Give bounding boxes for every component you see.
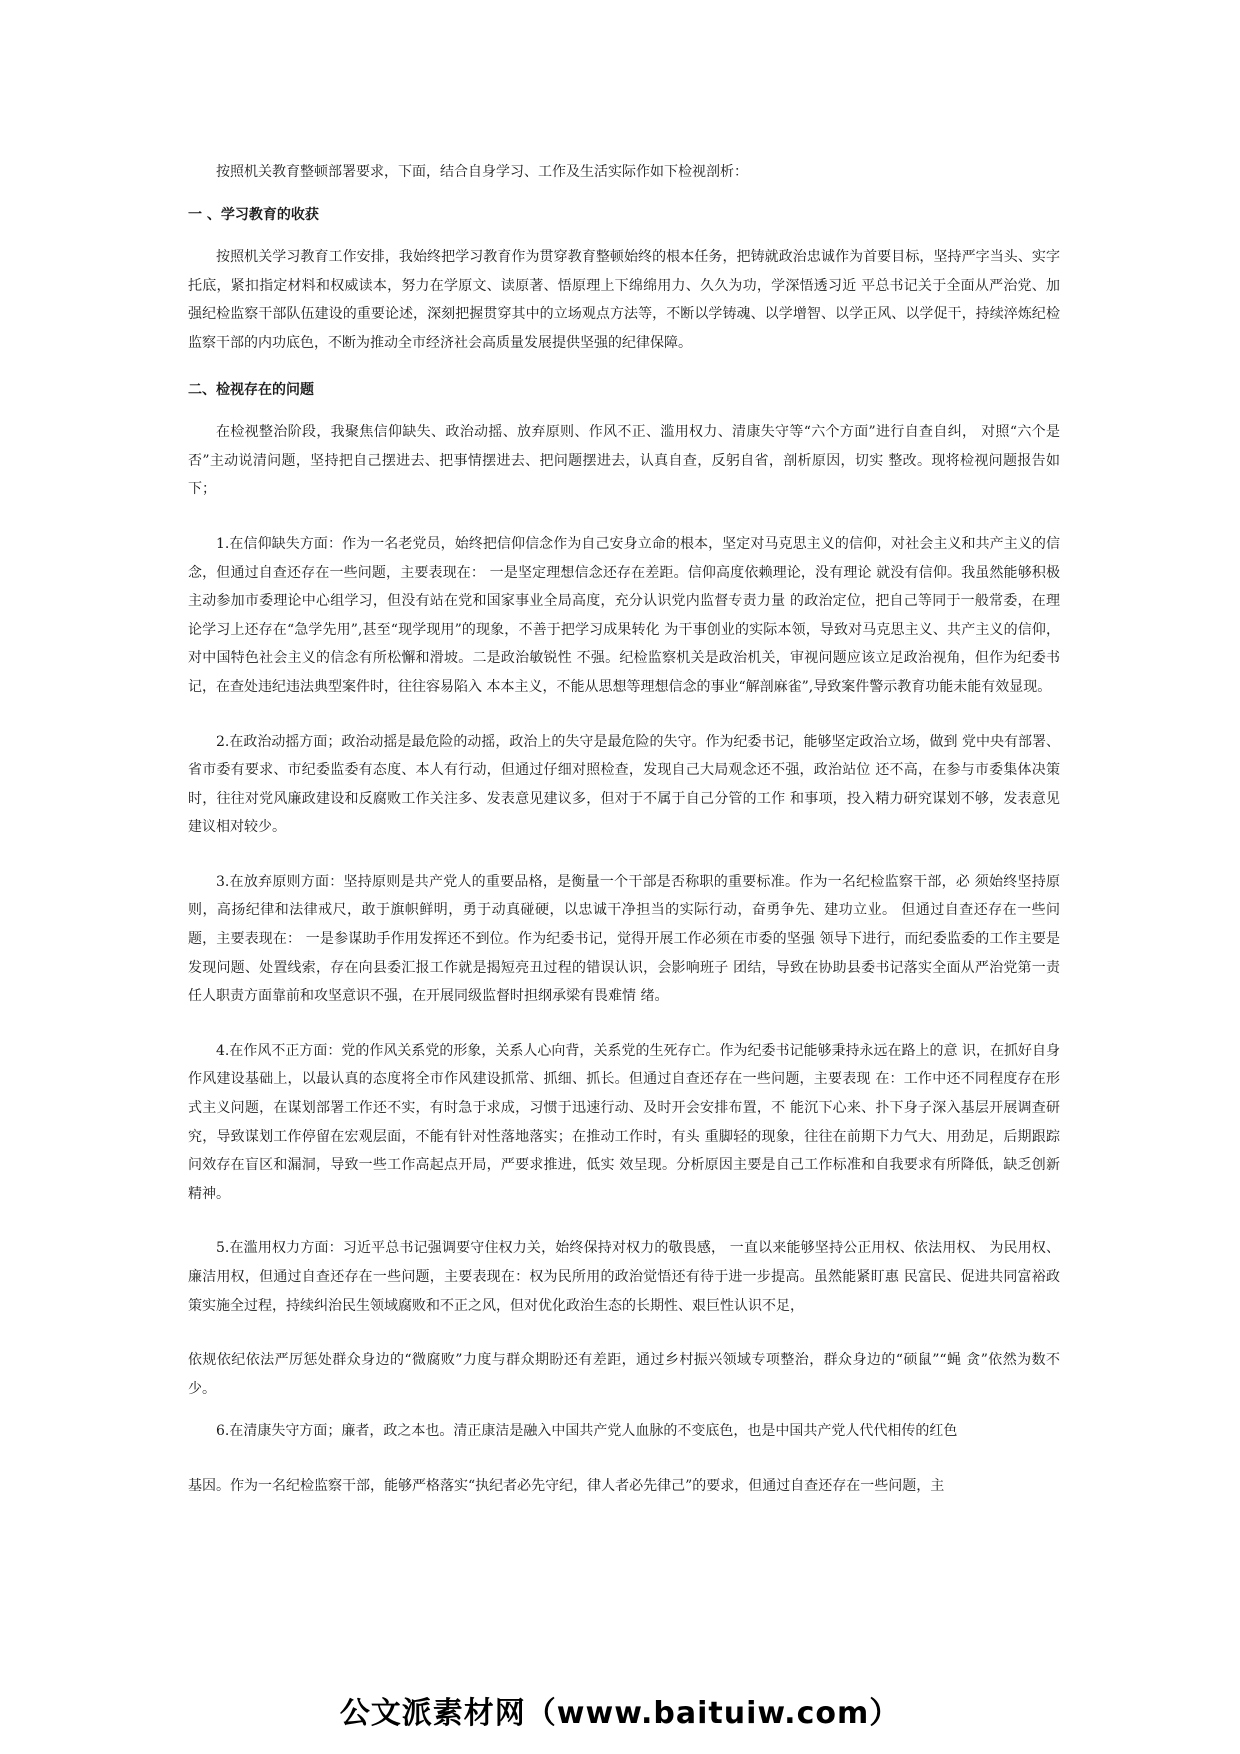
- section-heading-1: 一 、学习教育的收获: [188, 206, 319, 223]
- problem-item-6-continued: 基因。作为一名纪检监察干部，能够严格落实“执纪者必先守纪，律人者必先律己”的要求，但通过自查还存在一些问题，主: [188, 1477, 945, 1494]
- problem-item-2: 2.在政治动摇方面；政治动摇是最危险的动摇，政治上的失守是最危险的失守。作为纪委书记，能够坚定政治立场，做到 党中央有部署、省市委有要求、市纪委监委有态度、本人有行动，但通过仔细对照检查，发现自己大局观念还不强，政治站位 还不高，在参与市委集体决策时，往往对党风廉政建设和反腐败工作关注多、发表意见建议多，但对于不属于自己分管的工作 和事项，投入精力研究谋划不够，发表意见建议相对较少。: [188, 733, 1060, 836]
- problem-item-5-continued: 依规依纪依法严厉惩处群众身边的“微腐败”力度与群众期盼还有差距，通过乡村振兴领域专项整治，群众身边的“硕鼠”“蝇 贪”依然为数不少。: [188, 1352, 1060, 1397]
- problem-item-5: 5.在滥用权力方面：习近平总书记强调要守住权力关，始终保持对权力的敬畏感， 一直以来能够坚持公正用权、依法用权、 为民用权、廉洁用权，但通过自查还存在一些问题，主要表现在：权为民所用的政治觉悟还有待于进一步提高。虽然能紧盯惠 民富民、促进共同富裕政策实施全过程，持续纠治民生领域腐败和不正之风，但对优化政治生态的长期性、艰巨性认识不足，: [188, 1240, 1060, 1314]
- section-heading-2: 二、检视存在的问题: [188, 381, 314, 398]
- problem-item-4: 4.在作风不正方面：党的作风关系党的形象，关系人心向背，关系党的生死存亡。作为纪委书记能够秉持永远在路上的意 识，在抓好自身作风建设基础上，以最认真的态度将全市作风建设抓常、抓细、抓长。但通过自查还存在一些问题，主要表现 在：工作中还不同程度存在形式主义问题，在谋划部署工作还不实，有时急于求成，习惯于迅速行动、及时开会安排布置，不 能沉下心来、扑下身子深入基层开展调查研究，导致谋划工作停留在宏观层面，不能有针对性落地落实；在推动工作时，有头 重脚轻的现象，往往在前期下力气大、用劲足，后期跟踪问效存在盲区和漏洞，导致一些工作高起点开局，严要求推进，低实 效呈现。分析原因主要是自己工作标准和自我要求有所降低，缺乏创新精神。: [188, 1042, 1060, 1202]
- intro-paragraph: 按照机关教育整顿部署要求，下面，结合自身学习、工作及生活实际作如下检视剖析：: [216, 164, 748, 180]
- problem-item-1: 1.在信仰缺失方面：作为一名老党员，始终把信仰信念作为自己安身立命的根本，坚定对马克思主义的信仰，对社会主义和共产主义的信念，但通过自查还存在一些问题，主要表现在： 一是坚定理想信念还存在差距。信仰高度依赖理论，没有理论 就没有信仰。我虽然能够积极主动参加市委理论中心组学习，但没有站在党和国家事业全局高度，充分认识党内监督专责力量 的政治定位，把自己等同于一般常委，在理论学习上还存在“急学先用”,甚至“现学现用”的现象，不善于把学习成果转化 为干事创业的实际本领，导致对马克思主义、共产主义的信仰，对中国特色社会主义的信念有所松懈和滑坡。二是政治敏锐性 不强。纪检监察机关是政治机关，审视问题应该立足政治视角，但作为纪委书记，在查处违纪违法典型案件时，往往容易陷入 本本主义，不能从思想等理想信念的事业“解剖麻雀”,导致案件警示教育功能未能有效显现。: [188, 535, 1060, 695]
- problem-item-6: 6.在清康失守方面；廉者，政之本也。清正康洁是融入中国共产党人血脉的不变底色，也是中国共产党人代代相传的红色: [216, 1423, 958, 1440]
- section2-paragraph: 在检视整治阶段，我聚焦信仰缺失、政治动摇、放弃原则、作风不正、滥用权力、清康失守等“六个方面”进行自查自纠， 对照“六个是否”主动说清问题，坚持把自己摆进去、把事情摆进去、把问题摆进去，认真自查，反躬自省，剖析原因，切实 整改。现将检视问题报告如下；: [188, 424, 1060, 498]
- section1-paragraph: 按照机关学习教育工作安排，我始终把学习教育作为贯穿教育整顿始终的根本任务，把铸就政治忠诚作为首要目标，坚持严字当头、实字托底，紧扣指定材料和权威读本，努力在学原文、读原著、悟原理上下绵绵用力、久久为功，学深悟透习近 平总书记关于全面从严治党、加强纪检监察干部队伍建设的重要论述，深刻把握贯穿其中的立场观点方法等，不断以学铸魂、以学增智、以学正风、以学促干，持续淬炼纪检监察干部的内功底色，不断为推动全市经济社会高质量发展提供坚强的纪律保障。: [188, 249, 1060, 351]
- problem-item-3: 3.在放弃原则方面：坚持原则是共产党人的重要品格，是衡量一个干部是否称职的重要标准。作为一名纪检监察干部，必 须始终坚持原则，高扬纪律和法律戒尺，敢于旗帜鲜明，勇于动真碰硬，以忠诚干净担当的实际行动，奋勇争先、建功立业。 但通过自查还存在一些问题，主要表现在： 一是参谋助手作用发挥还不到位。作为纪委书记，觉得开展工作必须在市委的坚强 领导下进行，而纪委监委的工作主要是发现问题、处置线索，存在向县委汇报工作就是揭短亮丑过程的错误认识，会影响班子 团结，导致在协助县委书记落实全面从严治党第一责任人职责方面靠前和攻坚意识不强，在开展同级监督时担纲承梁有畏难情 绪。: [188, 873, 1060, 1005]
- document-body: [188, 158, 1060, 1501]
- footer-watermark: 公文派素材网（www.baituiw.com）: [339, 1696, 901, 1731]
